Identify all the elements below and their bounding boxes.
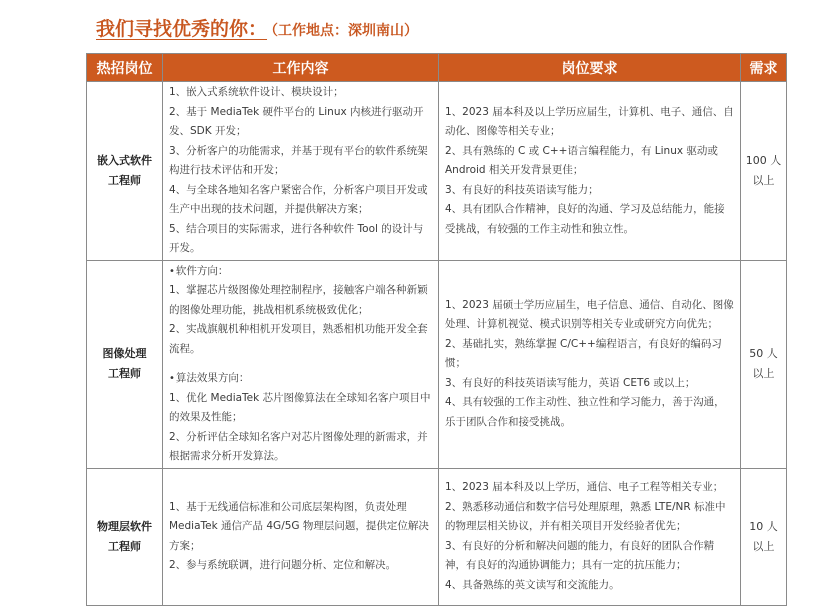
job-openings-table xyxy=(86,53,787,606)
requirement-item: 1、2023 届本科及以上学历应届生，计算机、电子、通信、自动化、图像等相关专业； xyxy=(445,105,734,137)
requirement-item: 2、熟悉移动通信和数字信号处理原理，熟悉 LTE/NR 标准中的物理层相关协议，并有相关项目开发经验者优先； xyxy=(445,500,726,532)
position-name: 嵌入式软件 xyxy=(97,153,152,167)
content-section-title: • 软件方向： xyxy=(169,262,432,282)
requirement-item: 3、有良好的科技英语读写能力，英语 CET6 或以上； xyxy=(445,376,696,389)
content-section-title: • 算法效果方向： xyxy=(169,369,432,389)
job-content-cell xyxy=(163,82,439,261)
headcount-cell xyxy=(741,260,787,468)
position-cell xyxy=(87,468,163,605)
requirements-cell xyxy=(439,82,741,261)
page-heading xyxy=(96,14,418,42)
job-content-item: 2、基于 MediaTek 硬件平台的 Linux 内核进行驱动开发、SDK 开发； xyxy=(169,105,424,137)
column-header-requirements: 岗位要求 xyxy=(439,54,741,82)
headcount-value: 50 人 xyxy=(749,347,778,360)
headcount-suffix: 以上 xyxy=(752,539,775,553)
requirement-item: 4、具有团队合作精神，良好的沟通、学习及总结能力，能接受挑战，有较强的工作主动性和独立性。 xyxy=(445,203,725,235)
requirement-item: 3、有良好的分析和解决问题的能力，有良好的团队合作精神，有良好的沟通协调能力；具有一定的抗压能力； xyxy=(445,539,715,571)
headcount-suffix: 以上 xyxy=(752,173,775,187)
requirement-item: 1、2023 届本科及以上学历，通信、电子工程等相关专业； xyxy=(445,481,724,493)
job-content-item: 5、结合项目的实际需求，进行各种软件 Tool 的设计与开发。 xyxy=(169,222,424,254)
column-header-position: 热招岗位 xyxy=(87,54,163,82)
job-content-item: 1、嵌入式系统软件设计、模块设计； xyxy=(169,86,344,98)
job-content-item: 3、分析客户的功能需求，并基于现有平台的软件系统架构进行技术评估和开发； xyxy=(169,144,428,176)
column-header-count: 需求 xyxy=(741,54,787,82)
headcount-cell xyxy=(741,468,787,605)
table-row xyxy=(87,82,787,261)
job-content-item: 1、优化 MediaTek 芯片图像算法在全球知名客户项目中的效果及性能； xyxy=(169,391,431,423)
position-name: 图像处理 xyxy=(102,347,147,360)
job-content-item: 4、与全球各地知名客户紧密合作，分析客户项目开发或生产中出现的技术问题，并提供解决方案； xyxy=(169,183,428,215)
section-spacer xyxy=(169,359,432,369)
requirement-item: 2、基础扎实，熟练掌握 C/C++编程语言，有良好的编码习惯； xyxy=(445,337,722,370)
job-content-cell xyxy=(163,260,439,468)
requirement-item: 2、具有熟练的 C 或 C++语言编程能力，有 Linux 驱动或 Android 相关开发背景更佳； xyxy=(445,144,718,176)
requirement-item: 4、具有较强的工作主动性、独立性和学习能力，善于沟通，乐于团队合作和接受挑战。 xyxy=(445,396,725,428)
job-content-cell xyxy=(163,468,439,605)
headcount-cell xyxy=(741,82,787,261)
requirements-cell xyxy=(439,468,741,605)
job-content-item: 1、掌握芯片级图像处理控制程序，接触客户端各种新颖的图像处理功能，挑战相机系统极致优化； xyxy=(169,284,428,316)
headcount-suffix: 以上 xyxy=(752,367,775,380)
job-content-item: 2、参与系统联调，进行问题分析、定位和解决。 xyxy=(169,559,397,571)
position-name: 工程师 xyxy=(108,173,141,187)
position-name: 工程师 xyxy=(108,367,141,380)
headcount-value: 100 人 xyxy=(745,153,782,167)
headcount-value: 10 人 xyxy=(749,519,778,533)
position-cell xyxy=(87,82,163,261)
position-name: 工程师 xyxy=(108,539,141,553)
job-content-item: 2、实战旗舰机种相机开发项目，熟悉相机功能开发全套流程。 xyxy=(169,323,428,355)
position-cell xyxy=(87,260,163,468)
column-header-content: 工作内容 xyxy=(163,54,439,82)
requirement-item: 4、具备熟练的英文读写和交流能力。 xyxy=(445,578,620,591)
table-row xyxy=(87,468,787,605)
job-content-item: 1、基于无线通信标准和公司底层架构图，负责处理 MediaTek 通信产品 4G/5G 物理层问题，提供定位解决方案； xyxy=(169,500,429,552)
position-name: 物理层软件 xyxy=(97,519,152,533)
requirement-item: 3、有良好的科技英语读写能力； xyxy=(445,183,599,196)
requirements-cell xyxy=(439,260,741,468)
table-row xyxy=(87,260,787,468)
page-title: 我们寻找优秀的你： xyxy=(96,18,268,40)
table-header-row xyxy=(87,54,787,82)
work-location: （工作地点：深圳南山） xyxy=(271,23,419,39)
job-content-item: 2、分析评估全球知名客户对芯片图像处理的新需求，并根据需求分析开发算法。 xyxy=(169,430,428,462)
requirement-item: 1、2023 届硕士学历应届生，电子信息、通信、自动化、图像处理、计算机视觉、模式识别等相关专业或研究方向优先； xyxy=(445,298,734,331)
